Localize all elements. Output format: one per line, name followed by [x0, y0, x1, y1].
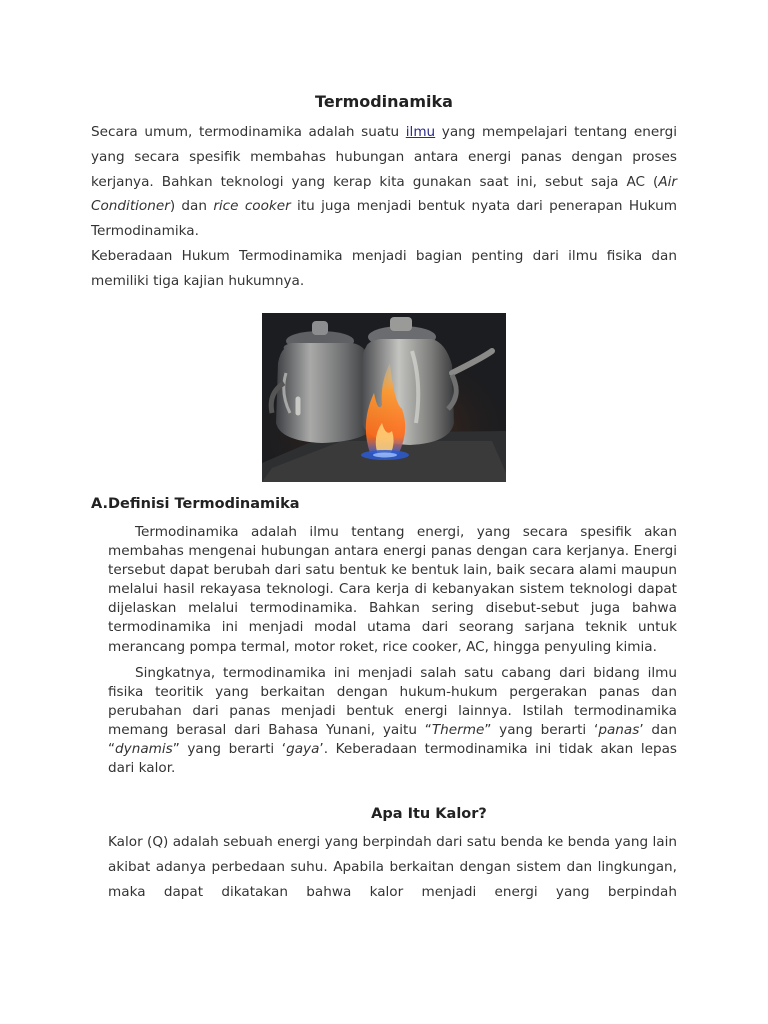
p2-italic-panas: panas — [598, 721, 640, 738]
kettle-fire-illustration — [262, 313, 506, 482]
intro-italic-rice-cooker: rice cooker — [213, 198, 291, 215]
section-a-paragraph-2 — [108, 664, 677, 779]
section-a-heading: A.Definisi Termodinamika — [91, 496, 300, 512]
p2-italic-therme: Therme — [431, 721, 485, 738]
intro-text-b: yang mempelajari tentang energi yang secara spesifik membahas hubungan antara energi panas dengan proses kerjanya. Bahkan teknologi yang kerap kita gunakan saat ini, sebut saja AC ( — [91, 124, 678, 190]
p2-italic-gaya: gaya — [286, 741, 320, 758]
p2-text-a: Singkatnya, termodinamika ini menjadi salah satu cabang dari bidang ilmu fisika teoritik yang berkaitan dengan hukum-hukum pergerakan panas dan perubahan dari panas menjadi bentuk energi lainnya. Istilah termodinamika memang berasal dari Bahasa Yunani, yaitu “ — [108, 664, 677, 738]
p2-italic-dynamis: dynamis — [115, 741, 173, 758]
ilmu-link[interactable]: ilmu — [405, 124, 436, 140]
section-a-body — [108, 523, 677, 785]
p2-text-e: ’ dan “ — [108, 721, 678, 758]
p2-text-i: ’. Keberadaan termodinamika ini tidak akan lepas dari kalor. — [108, 741, 677, 777]
intro-section — [91, 120, 677, 294]
kalor-paragraph: Kalor (Q) adalah sebuah energi yang berpindah dari satu benda ke benda yang lain akibat adanya perbedaan suhu. Apabila berkaitan dengan sistem dan lingkungan, maka dapat dikatakan bahwa kalor menjadi energi yang berpindah — [108, 834, 677, 900]
kettle-fire-photo — [262, 313, 506, 482]
intro-text-f: itu juga menjadi bentuk nyata dari penerapan Hukum Termodinamika. — [91, 198, 677, 240]
p2-text-g: ” yang berarti ‘ — [172, 741, 287, 758]
page-title: Termodinamika — [315, 92, 453, 111]
intro-text-a: Secara umum, termodinamika adalah suatu — [91, 124, 406, 140]
intro-paragraph-2: Keberadaan Hukum Termodinamika menjadi bagian penting dari ilmu fisika dan memiliki tiga kajian hukumnya. — [91, 247, 677, 289]
kalor-heading: Apa Itu Kalor? — [371, 806, 487, 822]
intro-italic-air-conditioner: Air Conditioner — [91, 173, 677, 215]
intro-text-d: ) dan — [169, 198, 214, 215]
p2-text-c: ” yang berarti ‘ — [484, 721, 599, 738]
intro-paragraph-1 — [91, 120, 677, 244]
section-a-paragraph-1: Termodinamika adalah ilmu tentang energi, yang secara spesifik akan membahas mengenai hubungan antara energi panas dengan cara kerjanya. Energi tersebut dapat berubah dari satu bentuk ke bentuk lain, baik secara alami maupun melalui hasil rekayasa teknologi. Cara kerja di kebanyakan sistem teknologi dapat dijelaskan melalui termodinamika. Bahkan sering disebut-sebut juga bahwa termodinamika ini menjadi modal utama dari seorang sarjana teknik untuk merancang pompa termal, motor roket, rice cooker, AC, hingga penyuling kimia. — [108, 524, 677, 655]
